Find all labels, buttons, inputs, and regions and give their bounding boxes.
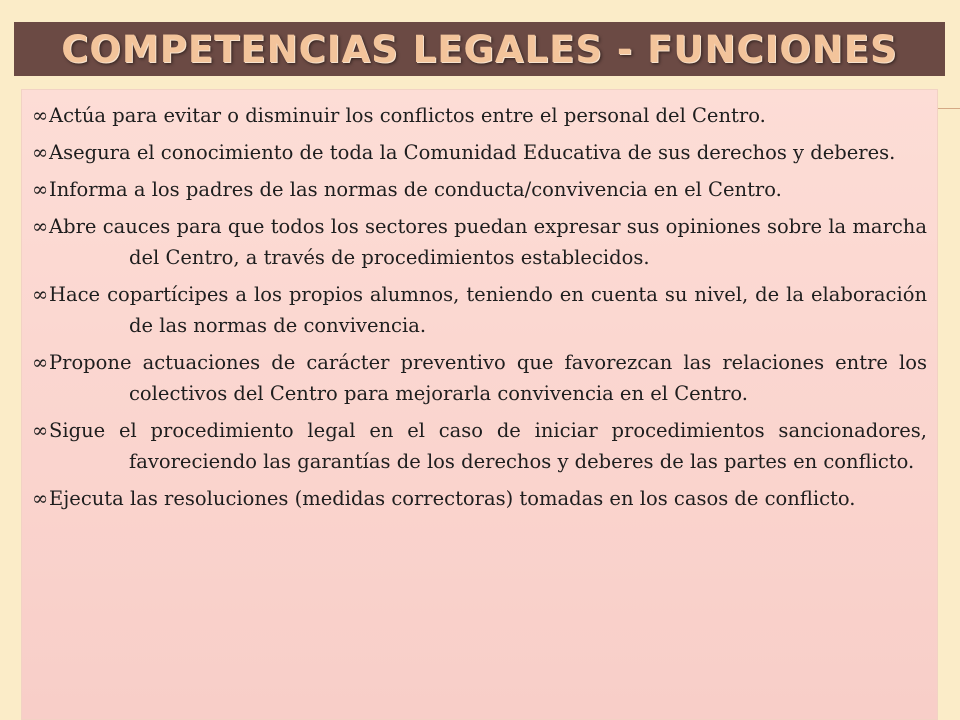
infinity-bullet-icon: ∞ (32, 215, 49, 238)
infinity-bullet-icon: ∞ (32, 351, 49, 374)
infinity-bullet-icon: ∞ (32, 487, 49, 510)
bullet-lead-word: Actúa (49, 104, 107, 127)
bullet-item (32, 347, 927, 409)
bullet-item (32, 137, 927, 168)
bullet-item (32, 415, 927, 477)
infinity-bullet-icon: ∞ (32, 104, 49, 127)
bullet-lead-word: Asegura (49, 141, 131, 164)
bullet-lead-word: Hace (49, 283, 101, 306)
bullet-lead-word: Informa (49, 178, 128, 201)
content-panel (21, 89, 938, 720)
bullet-text: el procedimiento legal en el caso de iniciar procedimientos sancionadores, favoreciendo las garantías de los derechos y deberes de las partes en conflicto. (118, 419, 927, 473)
bullet-lead-word: Ejecuta (49, 487, 124, 510)
bullet-lead-word: Abre (49, 215, 97, 238)
bullet-text: a los padres de las normas de conducta/convivencia en el Centro. (133, 178, 782, 201)
bullet-item (32, 483, 927, 514)
accent-line (938, 108, 960, 109)
infinity-bullet-icon: ∞ (32, 283, 49, 306)
slide-title: COMPETENCIAS LEGALES - FUNCIONES (61, 27, 898, 71)
bullet-text: el conocimiento de toda la Comunidad Educativa de sus derechos y deberes. (136, 141, 896, 164)
title-bar (14, 22, 945, 76)
bullet-lead-word: Sigue (49, 419, 106, 442)
infinity-bullet-icon: ∞ (32, 141, 49, 164)
bullet-item (32, 174, 927, 205)
bullet-lead-word: Propone (49, 351, 132, 374)
bullet-list (32, 100, 927, 520)
bullet-item (32, 211, 927, 273)
bullet-text: para evitar o disminuir los conflictos entre el personal del Centro. (112, 104, 766, 127)
bullet-text: actuaciones de carácter preventivo que favorezcan las relaciones entre los colectivos del Centro para mejorarla convivencia en el Centro. (129, 351, 927, 405)
bullet-item (32, 100, 927, 131)
bullet-text: cauces para que todos los sectores puedan expresar sus opiniones sobre la marcha del Centro, a través de procedimientos establecidos. (102, 215, 927, 269)
bullet-text: copartícipes a los propios alumnos, teniendo en cuenta su nivel, de la elaboración de las normas de convivencia. (107, 283, 928, 337)
infinity-bullet-icon: ∞ (32, 178, 49, 201)
infinity-bullet-icon: ∞ (32, 419, 49, 442)
bullet-text: las resoluciones (medidas correctoras) tomadas en los casos de conflicto. (129, 487, 856, 510)
bullet-item (32, 279, 927, 341)
